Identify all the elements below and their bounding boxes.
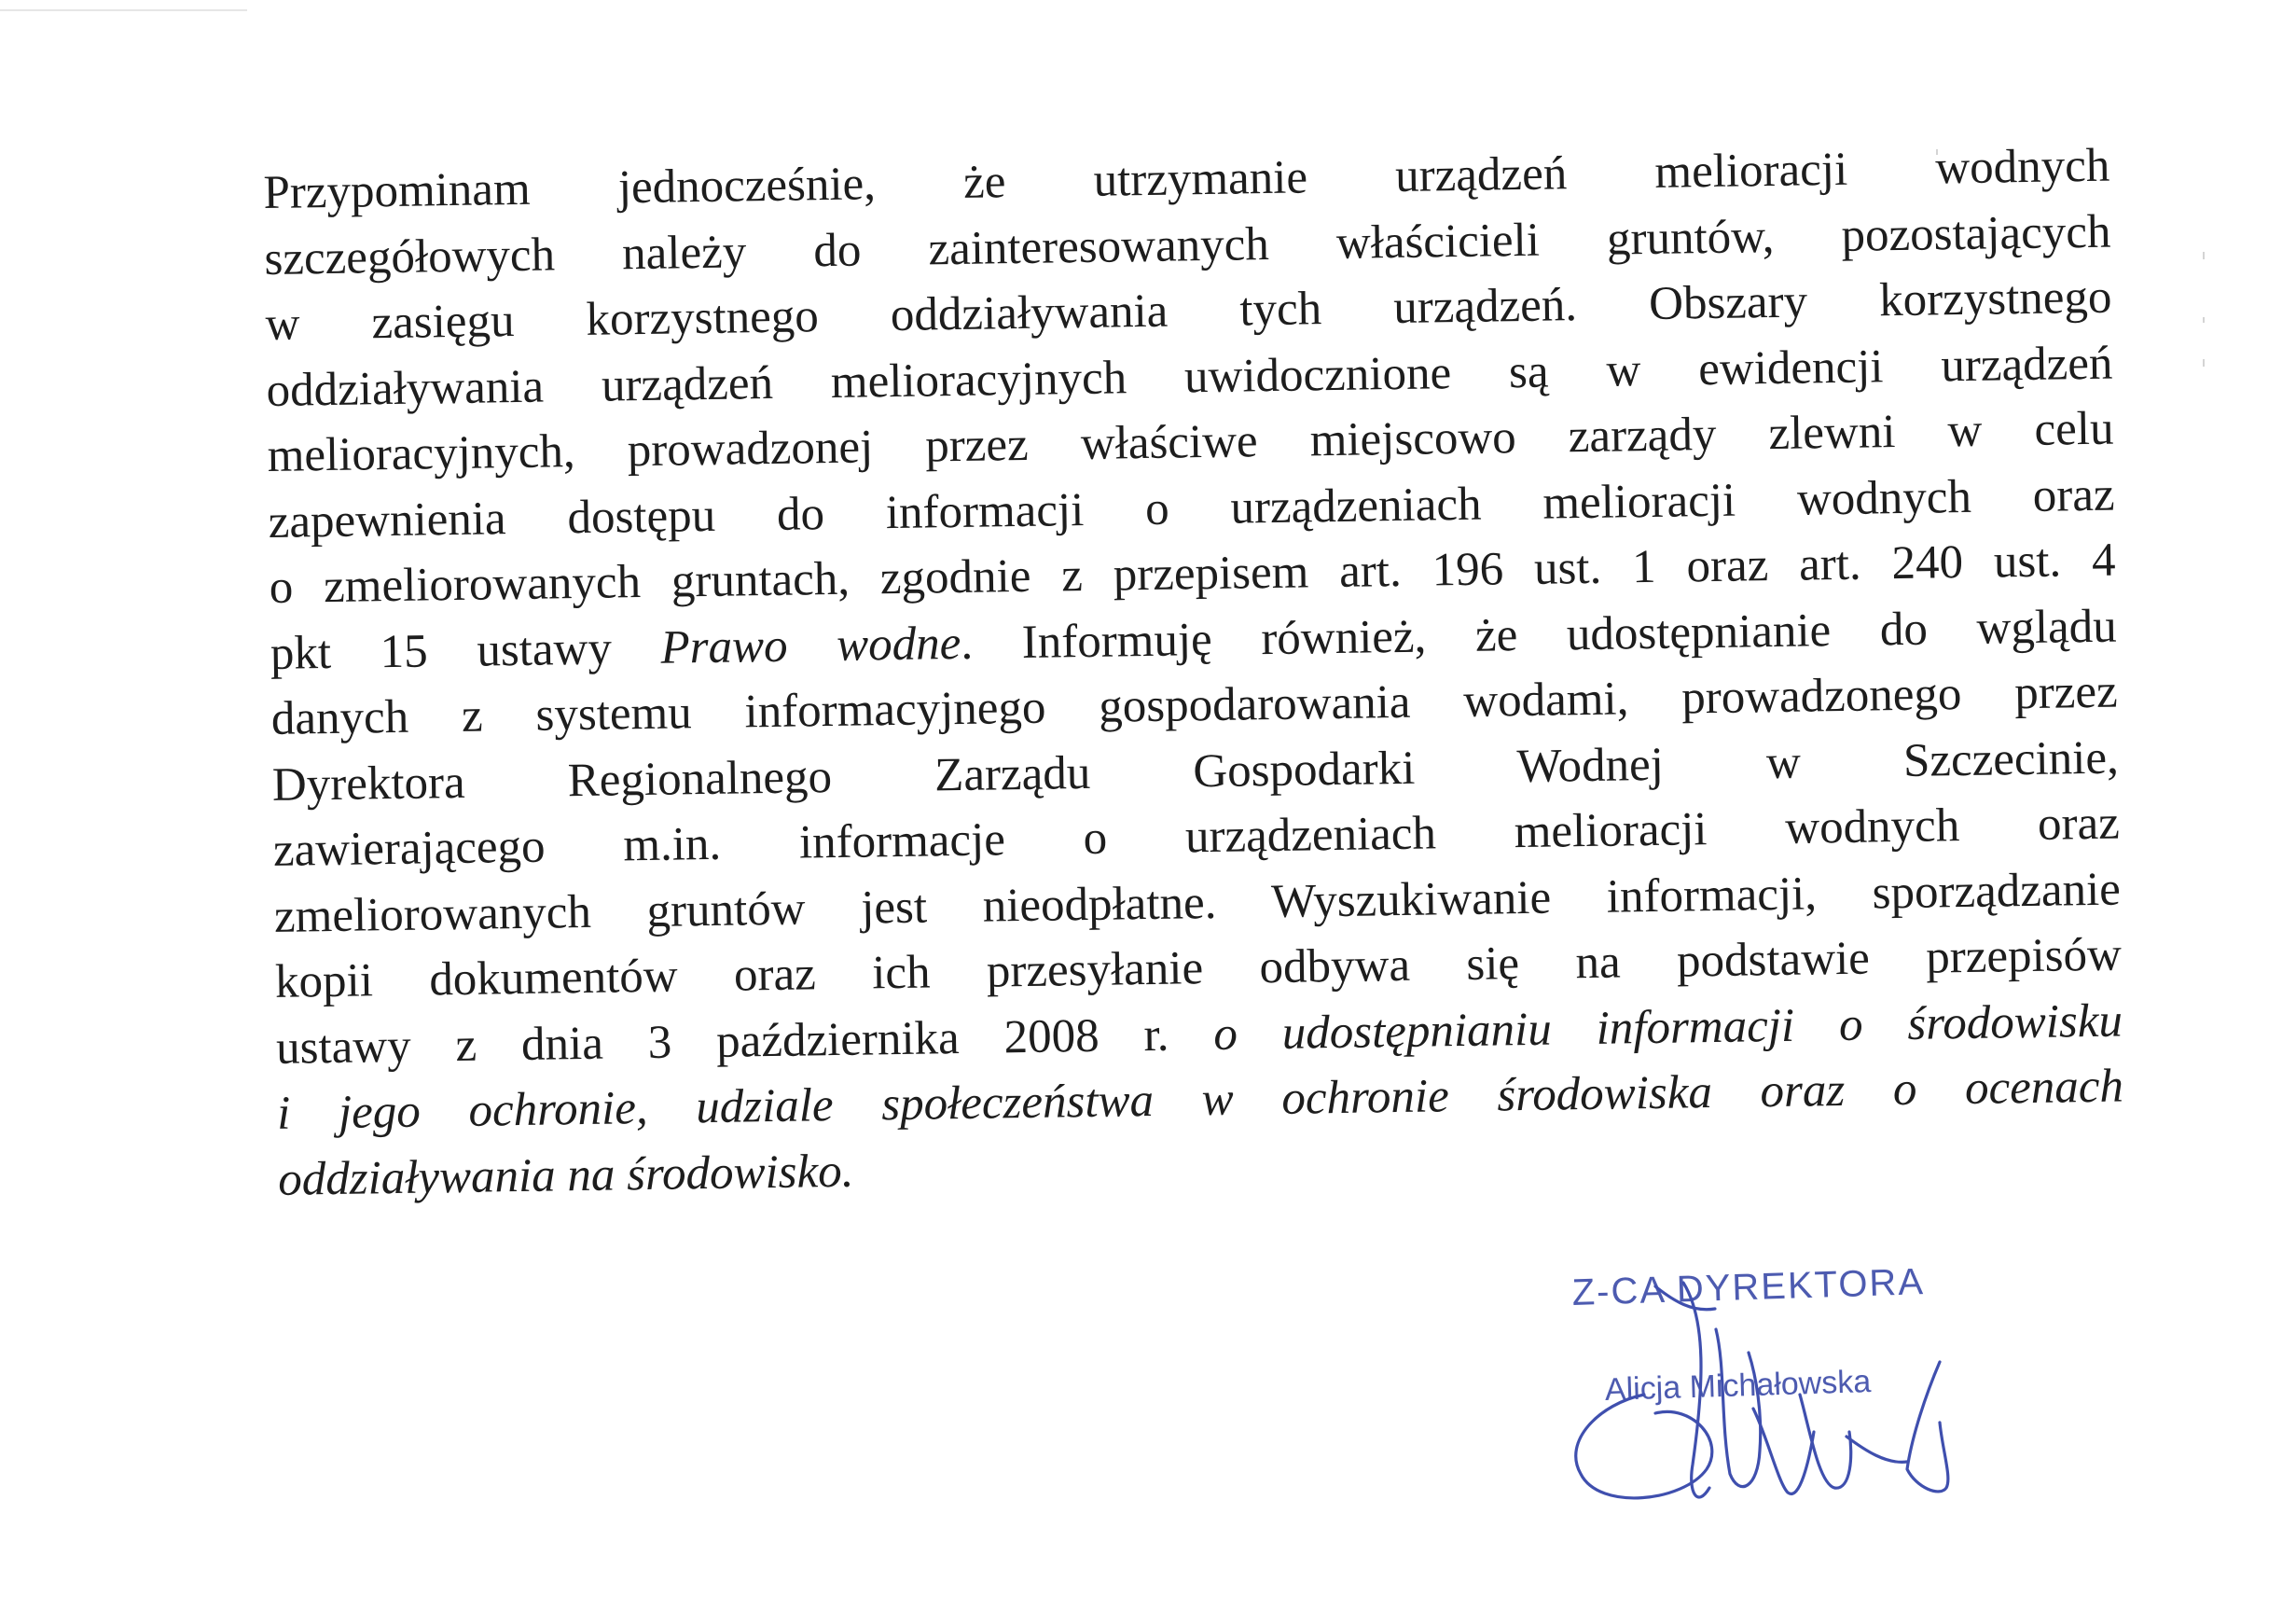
italic-title-run: Prawo wodne [660, 617, 961, 674]
paragraph-line: Dyrektora Regionalnego Zarządu Gospodarki Wodnej w Szczecinie, [271, 731, 2120, 812]
italic-title-run: i jego ochronie, udziale społeczeństwa w ochronie środowiska oraz o ocenach [276, 1060, 2124, 1140]
signature-stroke [1753, 1409, 1814, 1493]
paragraph-line: melioracyjnych, prowadzonej przez właściwe miejscowo zarządy zlewni w celu [267, 402, 2114, 482]
italic-title-run: oddziaływania na środowisko. [277, 1145, 854, 1206]
signature-stroke [1907, 1362, 1948, 1492]
paragraph-line: danych z systemu informacyjnego gospodarowania wodami, prowadzonego przez [270, 665, 2119, 745]
stamp-name: Alicja Michałowska [1604, 1364, 1872, 1408]
signature-strokes [1576, 1283, 1948, 1498]
paragraph-line: kopii dokumentów oraz ich przesyłanie odbywa się na podstawie przepisów [274, 928, 2123, 1008]
paragraph-line: oddziaływania urządzeń melioracyjnych uwidocznione są w ewidencji urządzeń [266, 337, 2113, 417]
paragraph-line: zmeliorowanych gruntów jest nieodpłatne. Wyszukiwanie informacji, sporządzanie [273, 863, 2122, 943]
scan-mark [2203, 317, 2205, 323]
paragraph-line: w zasięgu korzystnego oddziaływania tych urządzeń. Obszary korzystnego [265, 271, 2112, 351]
signature-stroke [1683, 1283, 1709, 1497]
paragraph-line: zawierającego m.in. informacje o urządzeniach melioracji wodnych oraz [272, 797, 2121, 877]
signature-stroke [1655, 1286, 1715, 1310]
text-run: pkt 15 ustawy [270, 621, 661, 680]
text-run: ustawy z dnia 3 października 2008 r. [275, 1007, 1214, 1075]
handwritten-signature [1543, 1264, 1954, 1525]
paragraph-line: szczegółowych należy do zainteresowanych właścicieli gruntów, pozostających [264, 205, 2111, 285]
stamp-title: Z-CA DYREKTORA [1570, 1261, 1926, 1314]
paragraph-line: Przypominam jednocześnie, że utrzymanie urządzeń melioracji wodnych [263, 139, 2110, 219]
signature-stroke [1800, 1395, 1851, 1488]
scan-mark [2203, 252, 2205, 259]
paragraph-line: zapewnienia dostępu do informacji o urządzeniach melioracji wodnych oraz [268, 468, 2115, 549]
text-run: . Informuję również, że udostępnianie do wglądu [960, 600, 2118, 670]
paragraph-line: o zmeliorowanych gruntach, zgodnie z przepisem art. 196 ust. 1 oraz art. 240 ust. 4 [269, 534, 2116, 614]
letter-paragraph [263, 133, 2125, 1213]
scan-mark [2203, 359, 2205, 367]
scan-edge-line [0, 9, 247, 11]
italic-title-run: o udostępnianiu informacji o środowisku [1212, 994, 2123, 1061]
signature-stroke [1846, 1437, 1907, 1462]
